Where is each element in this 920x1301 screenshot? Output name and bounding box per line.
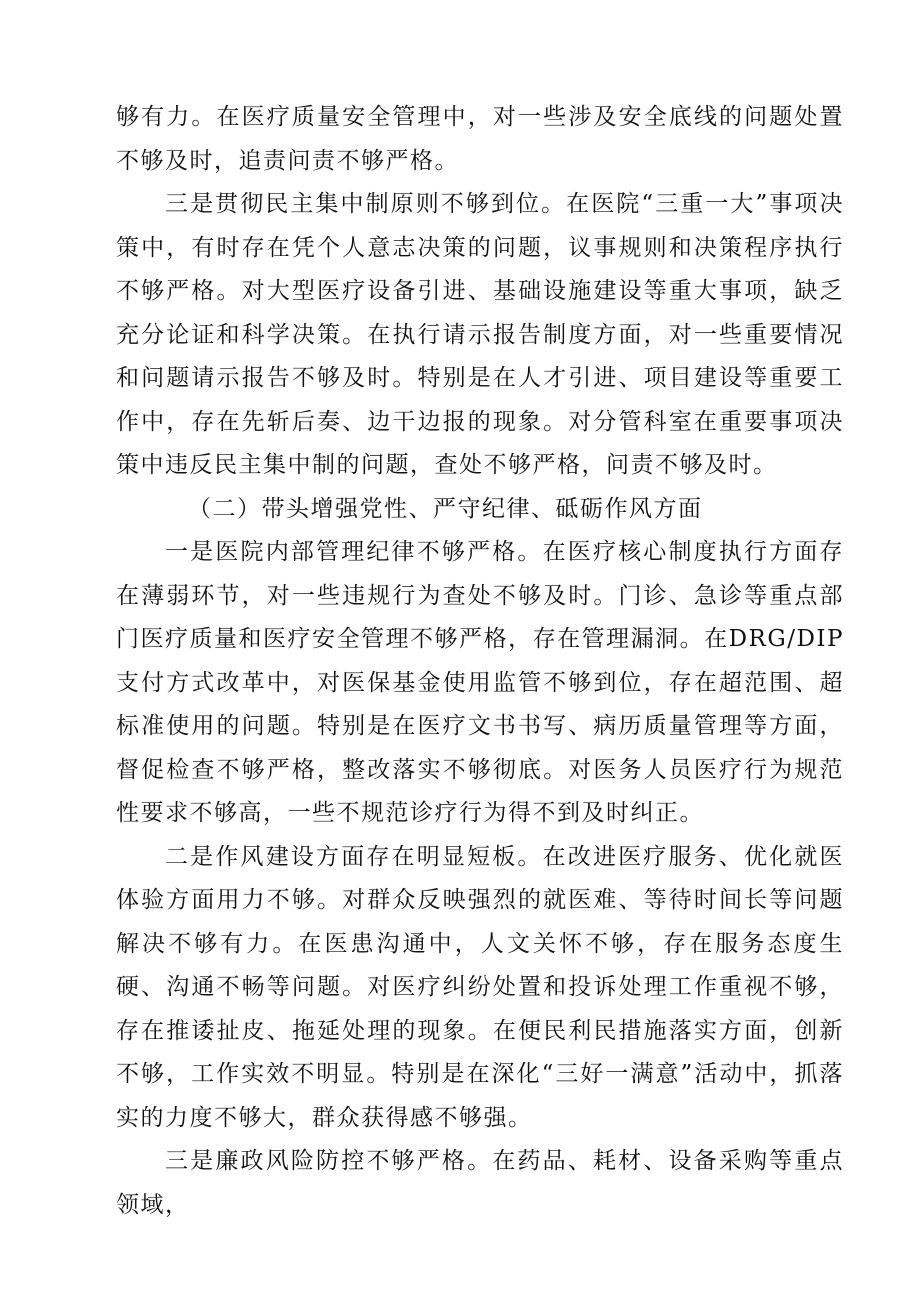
paragraph-continuation: 够有力。在医疗质量安全管理中，对一些涉及安全底线的问题处置不够及时，追责问责不够严格。 <box>116 104 844 174</box>
paragraph-management-discipline: 一是医院内部管理纪律不够严格。在医疗核心制度执行方面存在薄弱环节，对一些违规行为查处不够及时。门诊、急诊等重点部门医疗质量和医疗安全管理不够严格，存在管理漏洞。在DRG/DIP支付方式改革中，对医保基金使用监管不够到位，存在超范围、超标准使用的问题。特别是在医疗文书书写、病历质量管理等方面，督促检查不够严格，整改落实不够彻底。对医务人员医疗行为规范性要求不够高，一些不规范诊疗行为得不到及时纠正。 <box>116 539 844 826</box>
section-heading: （二）带头增强党性、严守纪律、砥砺作风方面 <box>188 495 703 522</box>
paragraph-democratic-centralism: 三是贯彻民主集中制原则不够到位。在医院“三重一大”事项决策中，有时存在凭个人意志决策的问题，议事规则和决策程序执行不够严格。对大型医疗设备引进、基础设施建设等重大事项，缺乏充分论证和科学决策。在执行请示报告制度方面，对一些重要情况和问题请示报告不够及时。特别是在人才引进、项目建设等重要工作中，存在先斩后奏、边干边报的现象。对分管科室在重要事项决策中违反民主集中制的问题，查处不够严格，问责不够及时。 <box>116 191 844 478</box>
document-body <box>116 96 844 1227</box>
paragraph-integrity-risk: 三是廉政风险防控不够严格。在药品、耗材、设备采购等重点领域， <box>116 1148 844 1218</box>
paragraph-work-style: 二是作风建设方面存在明显短板。在改进医疗服务、优化就医体验方面用力不够。对群众反映强烈的就医难、等待时间长等问题解决不够有力。在医患沟通中，人文关怀不够，存在服务态度生硬、沟通不畅等问题。对医疗纠纷处置和投诉处理工作重视不够，存在推诿扯皮、拖延处理的现象。在便民利民措施落实方面，创新不够，工作实效不明显。特别是在深化“三好一满意”活动中，抓落实的力度不够大，群众获得感不够强。 <box>116 843 844 1131</box>
